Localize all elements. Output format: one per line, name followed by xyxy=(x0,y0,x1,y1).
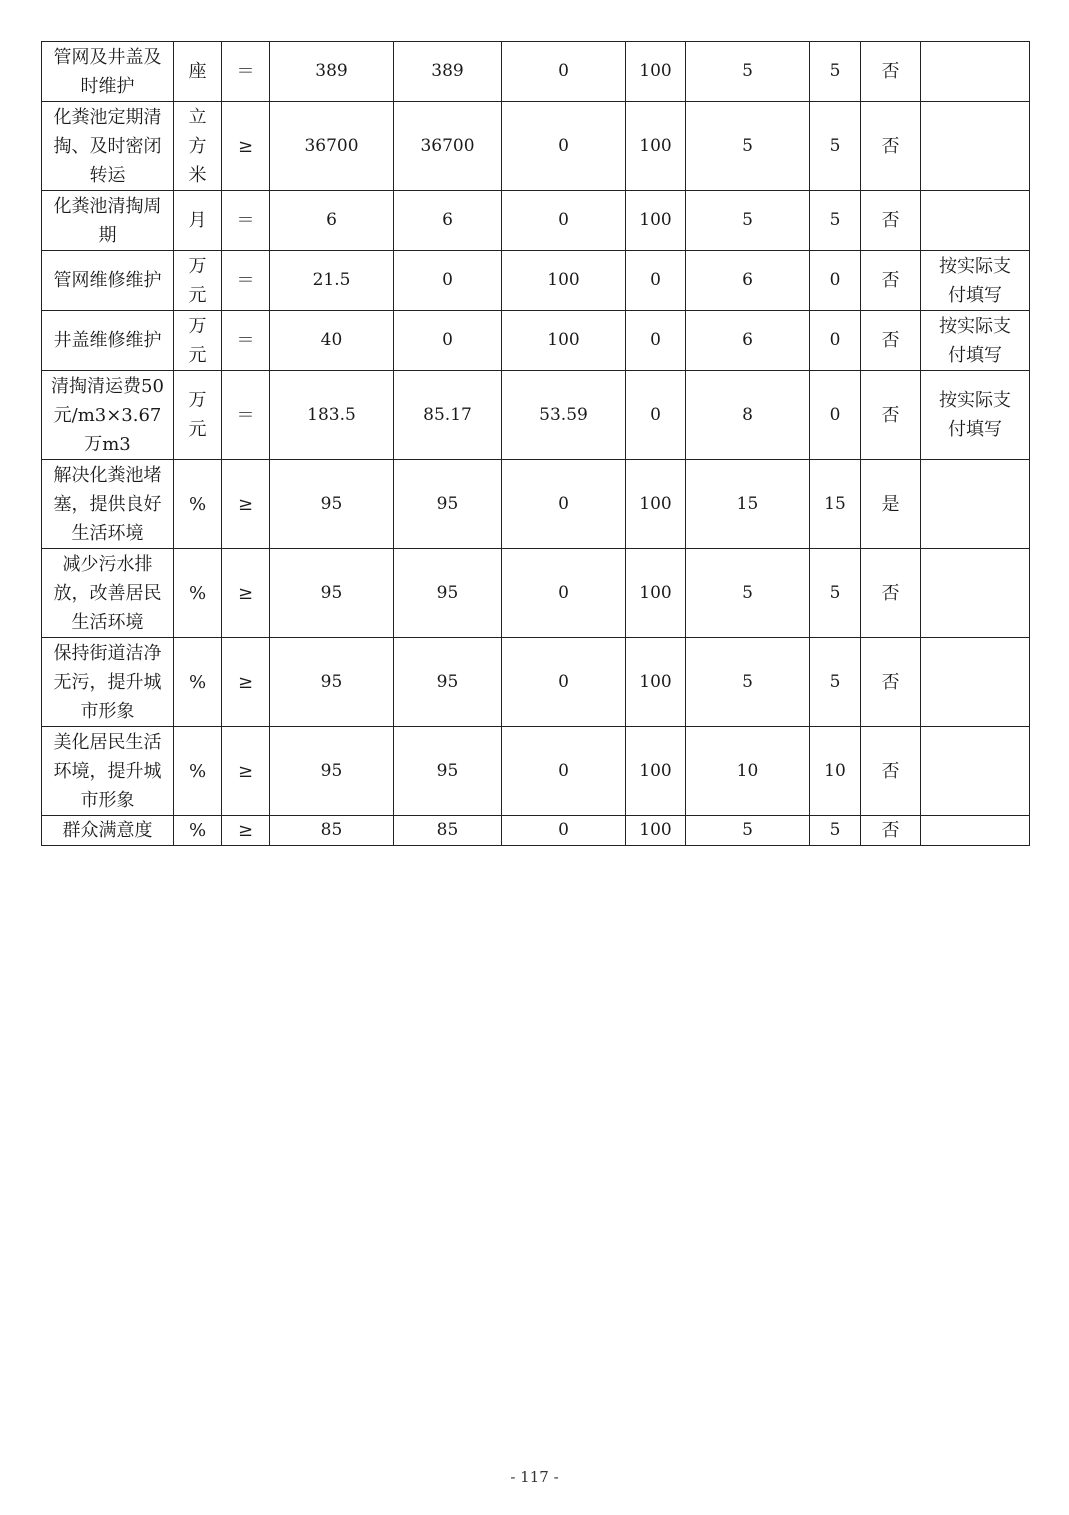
actual-value-cell: 85 xyxy=(394,816,502,846)
table-body xyxy=(42,42,1030,846)
indicator-name: 减少污水排放，改善居民生活环境 xyxy=(42,549,174,638)
core-indicator-cell: 否 xyxy=(861,42,921,102)
core-indicator-cell: 否 xyxy=(861,102,921,191)
deviation-cell: 0 xyxy=(502,42,626,102)
target-value-cell: 389 xyxy=(270,42,394,102)
completion-rate-cell: 100 xyxy=(626,549,686,638)
operator-cell: ≥ xyxy=(222,638,270,727)
completion-rate-cell: 100 xyxy=(626,102,686,191)
actual-value-cell: 389 xyxy=(394,42,502,102)
operator-cell: ≥ xyxy=(222,460,270,549)
deviation-cell: 0 xyxy=(502,816,626,846)
operator-cell: ＝ xyxy=(222,251,270,311)
unit-cell: % xyxy=(174,816,222,846)
table-row xyxy=(42,251,1030,311)
unit-cell: % xyxy=(174,638,222,727)
indicator-name: 管网及井盖及时维护 xyxy=(42,42,174,102)
operator-cell: ＝ xyxy=(222,311,270,371)
core-indicator-cell: 是 xyxy=(861,460,921,549)
actual-value-cell: 6 xyxy=(394,191,502,251)
actual-value-cell: 95 xyxy=(394,727,502,816)
actual-value-cell: 95 xyxy=(394,460,502,549)
weight-cell: 6 xyxy=(686,251,810,311)
note-cell xyxy=(921,42,1030,102)
completion-rate-cell: 100 xyxy=(626,727,686,816)
score-cell: 5 xyxy=(810,191,861,251)
target-value-cell: 6 xyxy=(270,191,394,251)
table-row xyxy=(42,311,1030,371)
table-row xyxy=(42,371,1030,460)
score-cell: 5 xyxy=(810,42,861,102)
note-cell xyxy=(921,460,1030,549)
note-cell: 按实际支付填写 xyxy=(921,251,1030,311)
deviation-cell: 0 xyxy=(502,727,626,816)
weight-cell: 5 xyxy=(686,816,810,846)
completion-rate-cell: 100 xyxy=(626,816,686,846)
score-cell: 0 xyxy=(810,311,861,371)
indicator-name: 群众满意度 xyxy=(42,816,174,846)
deviation-cell: 53.59 xyxy=(502,371,626,460)
score-cell: 5 xyxy=(810,102,861,191)
operator-cell: ≥ xyxy=(222,727,270,816)
unit-cell: 万元 xyxy=(174,311,222,371)
target-value-cell: 95 xyxy=(270,549,394,638)
completion-rate-cell: 100 xyxy=(626,191,686,251)
weight-cell: 5 xyxy=(686,42,810,102)
indicator-name: 化粪池定期清掏、及时密闭转运 xyxy=(42,102,174,191)
table-row xyxy=(42,638,1030,727)
score-cell: 15 xyxy=(810,460,861,549)
table-row xyxy=(42,460,1030,549)
page-number: - 117 - xyxy=(510,1468,559,1486)
operator-cell: ≥ xyxy=(222,549,270,638)
indicator-name: 清掏清运费50元/m3×3.67万m3 xyxy=(42,371,174,460)
deviation-cell: 0 xyxy=(502,102,626,191)
indicator-name: 解决化粪池堵塞，提供良好生活环境 xyxy=(42,460,174,549)
deviation-cell: 0 xyxy=(502,549,626,638)
weight-cell: 5 xyxy=(686,191,810,251)
target-value-cell: 95 xyxy=(270,460,394,549)
score-cell: 0 xyxy=(810,251,861,311)
deviation-cell: 0 xyxy=(502,460,626,549)
table-row xyxy=(42,42,1030,102)
indicator-name: 管网维修维护 xyxy=(42,251,174,311)
completion-rate-cell: 0 xyxy=(626,371,686,460)
weight-cell: 5 xyxy=(686,638,810,727)
target-value-cell: 36700 xyxy=(270,102,394,191)
core-indicator-cell: 否 xyxy=(861,816,921,846)
operator-cell: ＝ xyxy=(222,191,270,251)
target-value-cell: 40 xyxy=(270,311,394,371)
deviation-cell: 100 xyxy=(502,251,626,311)
operator-cell: ＝ xyxy=(222,42,270,102)
indicator-name: 美化居民生活环境，提升城市形象 xyxy=(42,727,174,816)
unit-cell: % xyxy=(174,549,222,638)
actual-value-cell: 95 xyxy=(394,549,502,638)
table-row xyxy=(42,727,1030,816)
operator-cell: ≥ xyxy=(222,816,270,846)
completion-rate-cell: 0 xyxy=(626,311,686,371)
core-indicator-cell: 否 xyxy=(861,191,921,251)
actual-value-cell: 0 xyxy=(394,251,502,311)
actual-value-cell: 95 xyxy=(394,638,502,727)
completion-rate-cell: 100 xyxy=(626,42,686,102)
completion-rate-cell: 100 xyxy=(626,638,686,727)
completion-rate-cell: 100 xyxy=(626,460,686,549)
unit-cell: 月 xyxy=(174,191,222,251)
operator-cell: ＝ xyxy=(222,371,270,460)
core-indicator-cell: 否 xyxy=(861,549,921,638)
actual-value-cell: 85.17 xyxy=(394,371,502,460)
actual-value-cell: 0 xyxy=(394,311,502,371)
deviation-cell: 0 xyxy=(502,638,626,727)
core-indicator-cell: 否 xyxy=(861,638,921,727)
unit-cell: % xyxy=(174,727,222,816)
score-cell: 10 xyxy=(810,727,861,816)
deviation-cell: 100 xyxy=(502,311,626,371)
note-cell xyxy=(921,816,1030,846)
unit-cell: 座 xyxy=(174,42,222,102)
unit-cell: 万元 xyxy=(174,251,222,311)
weight-cell: 15 xyxy=(686,460,810,549)
core-indicator-cell: 否 xyxy=(861,371,921,460)
weight-cell: 6 xyxy=(686,311,810,371)
deviation-cell: 0 xyxy=(502,191,626,251)
table-row xyxy=(42,816,1030,846)
note-cell: 按实际支付填写 xyxy=(921,311,1030,371)
note-cell xyxy=(921,549,1030,638)
indicator-name: 井盖维修维护 xyxy=(42,311,174,371)
weight-cell: 5 xyxy=(686,102,810,191)
indicator-name: 保持街道洁净无污，提升城市形象 xyxy=(42,638,174,727)
score-cell: 5 xyxy=(810,816,861,846)
table-row xyxy=(42,549,1030,638)
weight-cell: 10 xyxy=(686,727,810,816)
score-cell: 5 xyxy=(810,549,861,638)
target-value-cell: 21.5 xyxy=(270,251,394,311)
actual-value-cell: 36700 xyxy=(394,102,502,191)
note-cell: 按实际支付填写 xyxy=(921,371,1030,460)
target-value-cell: 95 xyxy=(270,638,394,727)
indicator-name: 化粪池清掏周期 xyxy=(42,191,174,251)
note-cell xyxy=(921,102,1030,191)
core-indicator-cell: 否 xyxy=(861,311,921,371)
score-cell: 0 xyxy=(810,371,861,460)
unit-cell: 万元 xyxy=(174,371,222,460)
target-value-cell: 183.5 xyxy=(270,371,394,460)
weight-cell: 8 xyxy=(686,371,810,460)
table-row xyxy=(42,102,1030,191)
core-indicator-cell: 否 xyxy=(861,251,921,311)
core-indicator-cell: 否 xyxy=(861,727,921,816)
weight-cell: 5 xyxy=(686,549,810,638)
target-value-cell: 95 xyxy=(270,727,394,816)
unit-cell: % xyxy=(174,460,222,549)
table-row xyxy=(42,191,1030,251)
unit-cell: 立方米 xyxy=(174,102,222,191)
operator-cell: ≥ xyxy=(222,102,270,191)
score-cell: 5 xyxy=(810,638,861,727)
note-cell xyxy=(921,638,1030,727)
note-cell xyxy=(921,191,1030,251)
performance-indicator-table xyxy=(41,41,1030,846)
target-value-cell: 85 xyxy=(270,816,394,846)
note-cell xyxy=(921,727,1030,816)
completion-rate-cell: 0 xyxy=(626,251,686,311)
